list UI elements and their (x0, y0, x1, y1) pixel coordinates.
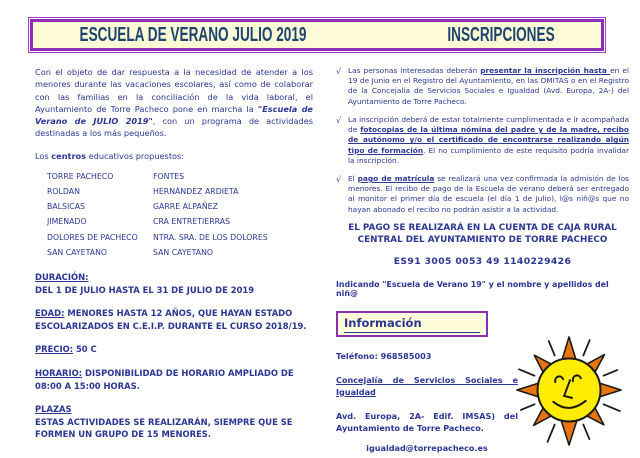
payment-note: Indicando "Escuela de Verano 19" y el nombre y apellidos del niñ@ (336, 279, 609, 298)
check-icon: √ (336, 67, 342, 76)
contact-block (336, 351, 518, 454)
school-row (47, 230, 313, 245)
school-town: JIMENADO (47, 217, 87, 227)
department-name: Concejalía de Servicios Sociales e Igualdad (336, 374, 518, 397)
bullet-segment: Las personas interesadas deberán (348, 66, 481, 75)
section-plazas (35, 403, 313, 441)
school-list (35, 169, 313, 260)
bullet-segment: La inscripción deberá de estar totalmente cumplimentada e ir acompañada de (348, 114, 629, 135)
bullet-text (348, 115, 629, 166)
info-box (336, 311, 488, 337)
school-name: GARRE ALPAÑEZ (153, 202, 218, 212)
centros-pre: Los (35, 150, 52, 161)
school-row (47, 169, 313, 184)
school-town: ROLDAN (47, 186, 80, 196)
payment-heading: EL PAGO SE REALIZARÁ EN LA CUENTA DE CAJA RURAL CENTRAL DEL AYUNTAMIENTO DE TORRE PACHECO (348, 222, 617, 245)
horario-label: HORARIO: (35, 368, 83, 379)
check-icon: √ (336, 174, 342, 184)
edad-label: EDAD: (35, 308, 65, 319)
horario-text: DISPONIBILIDAD DE HORARIO AMPLIADO DE 08:00 A 15:00 HORAS. (35, 368, 294, 391)
bullet-emphasis: presentar la inscripción hasta (480, 66, 611, 75)
school-name: HERNÁNDEZ ARDIETA (153, 186, 239, 196)
bullet-item (336, 66, 629, 107)
intro-text: Con el objeto de dar respuesta a la necesidad de atender a los menores durante las vacaciones escolares, así como de colaborar con las familias en la conciliación de la vida laboral, el Ayuntamiento de Torre Pacheco pone en marcha la (35, 67, 313, 114)
bullet-text (348, 174, 629, 215)
bank-account-number: ES91 3005 0053 49 1140229426 (393, 255, 572, 267)
section-duracion (35, 271, 313, 296)
bullet-segment: . El no cumplimiento de este requisito podría invalidar la inscripción. (348, 145, 629, 165)
bullet-segment: El (348, 173, 358, 183)
bullet-item (336, 115, 629, 166)
school-row (47, 245, 313, 260)
centros-post: educativos propuestos: (85, 150, 185, 161)
intro-text-end: , con un programa de actividades destinadas a los más pequeños. (35, 116, 314, 139)
centros-keyword: centros (51, 150, 86, 161)
school-town: DOLORES DE PACHECO (47, 232, 138, 242)
address: Avd. Europa, 2A- Edif. IMSAS) del Ayuntamiento de Torre Pacheco. (336, 410, 518, 434)
bullet-item (336, 174, 629, 215)
bullet-emphasis: fotocopias de la última nómina del padre y de la madre, recibo de autónomo y/o el certificado de encontrarse realizando algún tipo de formación (348, 125, 630, 155)
school-name: FONTES (153, 171, 185, 181)
centros-line (35, 151, 313, 161)
section-edad (35, 307, 313, 332)
header-banner (30, 19, 604, 51)
page-title: ESCUELA DE VERANO JULIO 2019 (79, 24, 307, 46)
left-column (35, 66, 313, 441)
edad-text: MENORES HASTA 12 AÑOS, QUE HAYAN ESTADO ESCOLARIZADOS EN C.E.I.P. DURANTE EL CURSO 2018/19. (35, 308, 307, 331)
school-name: SAN CAYETANO (153, 247, 214, 257)
info-box-label: Información (344, 316, 480, 333)
precio-text: 50 C (73, 344, 97, 355)
bullet-segment: se realizará una vez confirmada la admisión de los menores. El recibo de pago de la Escuela de verano deberá ser entregado al monitor el primer día de escuela (el día 1 de Julio), l@s niñ@s que no hayan abonado el recibo no podrán asistir a la actividad. (348, 173, 629, 214)
school-name: NTRA. SRA. DE LOS DOLORES (153, 232, 268, 242)
plazas-label: PLAZAS (35, 404, 72, 415)
bullet-text (348, 66, 629, 107)
section-precio (35, 343, 313, 356)
intro-program-name: "Escuela de Verano de JULIO 2019" (35, 103, 313, 127)
school-name: CRA ENTRETIERRAS (153, 217, 231, 227)
duracion-label: DURACIÓN: (35, 272, 89, 282)
bullet-segment: en el 19 de Junio en el Registro del Ayuntamiento, en las OMITAS o en el Registro de la Concejalía de Servicios Sociales e Igualdad (Avd. Europa, 2A-) del Ayuntamiento de Torre Pacheco. (348, 66, 629, 106)
precio-label: PRECIO: (35, 344, 74, 355)
school-town: BALSICAS (47, 202, 86, 212)
section-horario (35, 367, 313, 392)
intro-paragraph (35, 66, 313, 140)
school-town: TORRE PACHECO (47, 171, 114, 181)
check-icon: √ (336, 115, 342, 125)
sun-icon (512, 328, 630, 452)
inscriptions-title: INSCRIPCIONES (447, 24, 555, 46)
school-row (47, 184, 313, 199)
school-row (47, 214, 313, 229)
school-town: SAN CAYETANO (47, 247, 108, 257)
school-row (47, 199, 313, 214)
phone-number: Teléfono: 968585003 (336, 350, 432, 361)
plazas-text: ESTAS ACTIVIDADES SE REALIZARÁN, SIEMPRE QUE SE FORMEN UN GRUPO DE 15 MENORES. (35, 416, 293, 440)
bullet-emphasis: pago de matrícula (357, 173, 435, 183)
email-address: igualdad@torrepacheco.es (366, 443, 488, 454)
duracion-text: DEL 1 DE JULIO HASTA EL 31 DE JULIO DE 2019 (35, 284, 255, 295)
